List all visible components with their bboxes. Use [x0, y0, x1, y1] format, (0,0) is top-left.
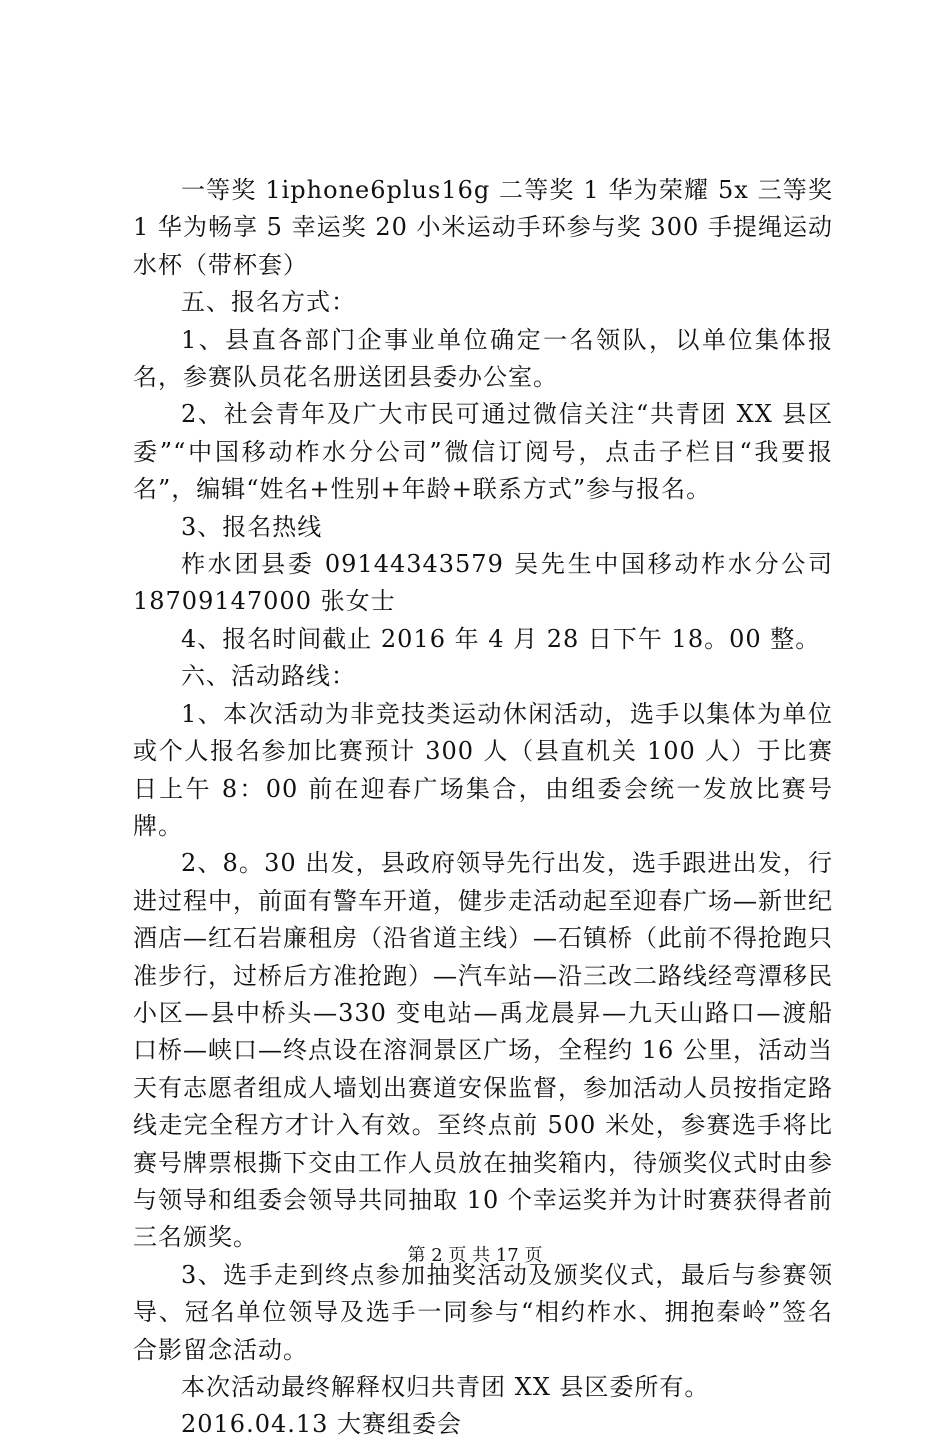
- interpretation-note: 本次活动最终解释权归共青团 XX 县区委所有。: [181, 1373, 710, 1401]
- route-item-1: 1、本次活动为非竞技类运动休闲活动，选手以集体为单位或个人报名参加比赛预计 300 人（县直机关 100 人）于比赛日上午 8：00 前在迎春广场集合，由组委会统一发放比赛号牌。: [133, 699, 833, 840]
- registration-item-3: 3、报名热线: [181, 512, 323, 541]
- hotline-paragraph: 柞水团县委 09144343579 吴先生中国移动柞水分公司 18709147000 张女士: [133, 550, 833, 616]
- route-item-3: 3、选手走到终点参加抽奖活动及颁奖仪式，最后与参赛领导、冠名单位领导及选手一同参与“相约柞水、拥抱秦岭”签名合影留念活动。: [133, 1260, 833, 1364]
- page-number-footer: 第 2 页 共 17 页: [407, 1245, 543, 1266]
- section-heading-registration: 五、报名方式：: [181, 288, 356, 317]
- route-item-2: 2、8。30 出发，县政府领导先行出发，选手跟进出发，行进过程中，前面有警车开道，健步走活动起至迎春广场—新世纪酒店—红石岩廉租房（沿省道主线）—石镇桥（此前不得抢跑只准步行，过桥后方准抢跑）—汽车站—沿三改二路线经弯潭移民小区—县中桥头—330 变电站—禹龙晨昇—九天山路口—渡船口桥—峡口—终点设在溶洞景区广场，全程约 16 公里，活动当天有志愿者组成人墙划出赛道安保监督，参加活动人员按指定路线走完全程方才计入有效。至终点前 500 米处，参赛选手将比赛号牌票根撕下交由工作人员放在抽奖箱内，待颁奖仪式时由参与领导和组委会领导共同抽取 10 个幸运奖并为计时赛获得者前三名颁奖。: [133, 849, 833, 1252]
- registration-item-2: 2、社会青年及广大市民可通过微信关注“共青团 XX 县区委”“中国移动柞水分公司”微信订阅号，点击子栏目“我要报名”，编辑“姓名+性别+年龄+联系方式”参与报名。: [133, 400, 833, 504]
- registration-item-1: 1、县直各部门企事业单位确定一名领队，以单位集体报名，参赛队员花名册送团县委办公室。: [133, 325, 833, 392]
- section-heading-route: 六、活动路线：: [181, 662, 356, 691]
- prize-list-paragraph: 一等奖 1iphone6plus16g 二等奖 1 华为荣耀 5x 三等奖 1 华为畅享 5 幸运奖 20 小米运动手环参与奖 300 手提绳运动水杯（带杯套）: [133, 176, 833, 279]
- date-signature: 2016.04.13 大赛组委会: [181, 1410, 463, 1439]
- registration-item-4: 4、报名时间截止 2016 年 4 月 28 日下午 18。00 整。: [181, 624, 821, 653]
